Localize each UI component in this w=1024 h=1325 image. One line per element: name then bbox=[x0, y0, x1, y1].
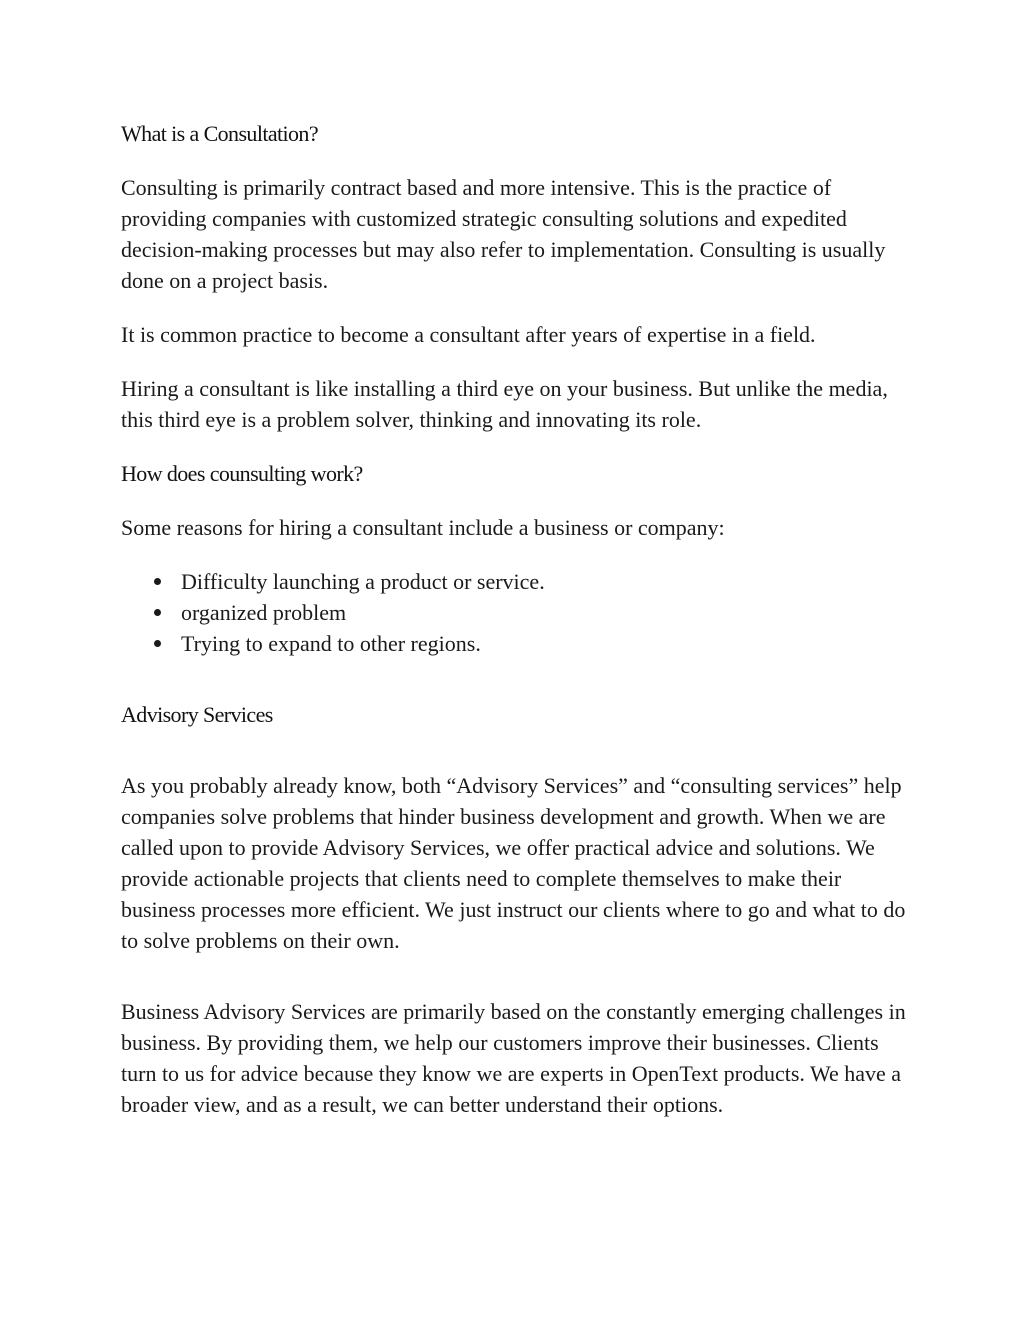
paragraph-advisory-vs-consulting: As you probably already know, both “Advisory Services” and “consulting services” help companies solve problems that hinder business development and growth. When we are called upon to provide Advisory Services, we offer practical advice and solutions. We provide actionable projects that clients need to complete themselves to make their business processes more efficient. We just instruct our clients where to go and what to do to solve problems on their own. bbox=[121, 773, 906, 953]
bullet-dot-icon bbox=[154, 609, 161, 616]
bullet-dot-icon bbox=[154, 640, 161, 647]
paragraph-business-advisory: Business Advisory Services are primarily based on the constantly emerging challenges in business. By providing them, we help our customers improve their businesses. Clients turn to us for advice because they know we are experts in OpenText products. We have a broader view, and as a result, we can better understand their options. bbox=[121, 999, 906, 1117]
paragraph-third-eye: Hiring a consultant is like installing a third eye on your business. But unlike the media, this third eye is a problem solver, thinking and innovating its role. bbox=[121, 376, 888, 432]
list-item-text: Difficulty launching a product or service. bbox=[181, 569, 545, 594]
bullet-dot-icon bbox=[154, 578, 161, 585]
document-page bbox=[121, 118, 911, 1120]
heading-what-is-consultation: What is a Consultation? bbox=[121, 121, 318, 146]
list-item-text: organized problem bbox=[181, 600, 347, 625]
paragraph-consulting-definition: Consulting is primarily contract based and more intensive. This is the practice of providing companies with customized strategic consulting solutions and expedited decision-making processes but may also refer to implementation. Consulting is usually done on a project basis. bbox=[121, 175, 886, 293]
list-item-text: Trying to expand to other regions. bbox=[181, 631, 481, 656]
reasons-list bbox=[121, 566, 911, 659]
heading-advisory-services: Advisory Services bbox=[121, 702, 273, 727]
list-item bbox=[121, 628, 911, 659]
paragraph-common-practice: It is common practice to become a consultant after years of expertise in a field. bbox=[121, 322, 816, 347]
list-item bbox=[121, 597, 911, 628]
heading-how-consulting-works: How does counsulting work? bbox=[121, 461, 363, 486]
paragraph-reasons-intro: Some reasons for hiring a consultant include a business or company: bbox=[121, 515, 725, 540]
list-item bbox=[121, 566, 911, 597]
